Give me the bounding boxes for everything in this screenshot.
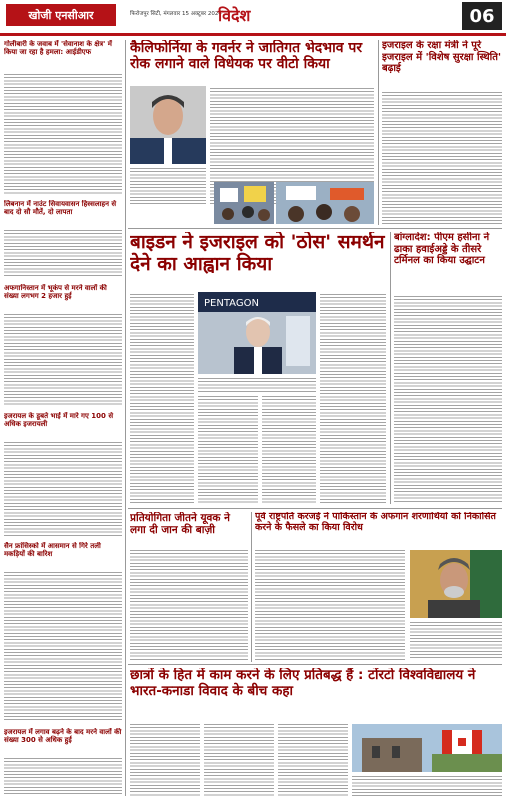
story3-text-left — [130, 294, 194, 504]
left-column — [4, 40, 122, 796]
story6-headline: पूर्व राष्ट्रपति करजई ने पाकिस्तान के अफगान शरणार्थियों को निकासित करने के फैसले का किया विरोध — [255, 512, 496, 533]
left-text-6 — [4, 758, 122, 796]
story3-text-far — [320, 294, 386, 504]
column-divider — [251, 512, 252, 662]
story3-text-mid — [198, 396, 258, 504]
column-divider — [378, 40, 379, 225]
story5-text — [130, 550, 248, 660]
story4-headline: बांग्लादेश: पीएम हसीना ने ढाका हवाईअड्डे के तीसरे टर्मिनल का किया उद्घाटन — [394, 232, 490, 266]
story7-text-2 — [204, 724, 274, 796]
story7-text-3 — [278, 724, 348, 796]
story7-text-1 — [130, 724, 200, 796]
column-divider — [125, 40, 126, 796]
section-rule — [128, 664, 502, 665]
left-headline-1: गोलीबारी के जवाब में 'सेवानाश के क्षेत्र' में किया जा रहा है हमला: आईडीएफ — [4, 40, 112, 57]
story3-caption — [198, 378, 316, 392]
section-rule — [128, 508, 502, 509]
story3-text-right — [262, 396, 316, 504]
karzai-caption — [410, 622, 502, 660]
rally-photo — [276, 182, 374, 224]
left-text-4 — [4, 442, 122, 536]
karzai-photo — [410, 550, 502, 618]
story7-headline: छात्रों के हित में काम करने के लिए प्रतिबद्ध हैं : टोंरटो विश्वविद्यालय ने भारत-कनाडा विवाद के बीच कहा — [130, 668, 476, 699]
left-text-3 — [4, 314, 122, 406]
header-rule — [0, 33, 506, 36]
newspaper-logo: खोजी एनसीआर — [6, 4, 116, 26]
story7-text-4 — [352, 776, 502, 796]
story4-text — [394, 296, 502, 504]
left-text-5 — [4, 572, 122, 722]
biden-photo — [198, 292, 316, 374]
story2-headline: इजराइल के रक्षा मंत्री ने पूरे इजराइल में 'विशेष सुरक्षा स्थिति' बढ़ाई — [382, 40, 502, 74]
left-headline-4: इजरायल के डूबते भाई में मारे गए 100 से अधिक इजरायली — [4, 412, 114, 429]
newsom-photo — [130, 86, 206, 164]
story1-text-lower — [130, 168, 206, 206]
story2-text — [382, 92, 502, 224]
section-title: विदेश — [218, 6, 251, 25]
story3-headline: बाइडन ने इजराइल को 'ठोस' समर्थन देने का आह्वान किया — [130, 232, 385, 275]
masthead — [0, 0, 506, 36]
left-headline-6: इजरायल में लगाव बढ़ने के बाद मरने वालों की संख्या 300 से अधिक हुई — [4, 728, 122, 745]
protest-photo — [214, 182, 274, 224]
svg-text:PENTAGON: PENTAGON — [204, 298, 259, 309]
left-headline-2: लिबनान में नाउंट सिवायवासन हिस्सलाहन से बाद दो सौ मौतें, दो लापता — [4, 200, 117, 217]
left-headline-5: सैन फ्रांसिस्को में आसमान से गिरे तली मकड़ियों की बारिश — [4, 542, 101, 559]
story1-headline: कैलिफोर्निया के गवर्नर ने जातिगत भेदभाव पर रोक लगाने वाले विधेयक पर वीटो किया — [130, 40, 363, 73]
page-number: 06 — [462, 2, 502, 30]
toronto-university-photo — [352, 724, 502, 772]
story6-text — [255, 550, 405, 660]
column-divider — [390, 232, 391, 504]
left-text-1 — [4, 74, 122, 194]
story5-headline: प्रतियोगिता जीतने यूवक ने लगा दी जान की बाज़ी — [130, 512, 230, 537]
left-text-2 — [4, 230, 122, 278]
left-headline-3: अफगानिस्तान में भूकंप से मरने वालों की संख्या लगभग 2 हजार हुई — [4, 284, 107, 301]
section-rule — [128, 228, 502, 229]
dateline: फिरोजपुर सिटी, मंगलवार 15 अक्टूबर 2024 — [130, 11, 222, 17]
